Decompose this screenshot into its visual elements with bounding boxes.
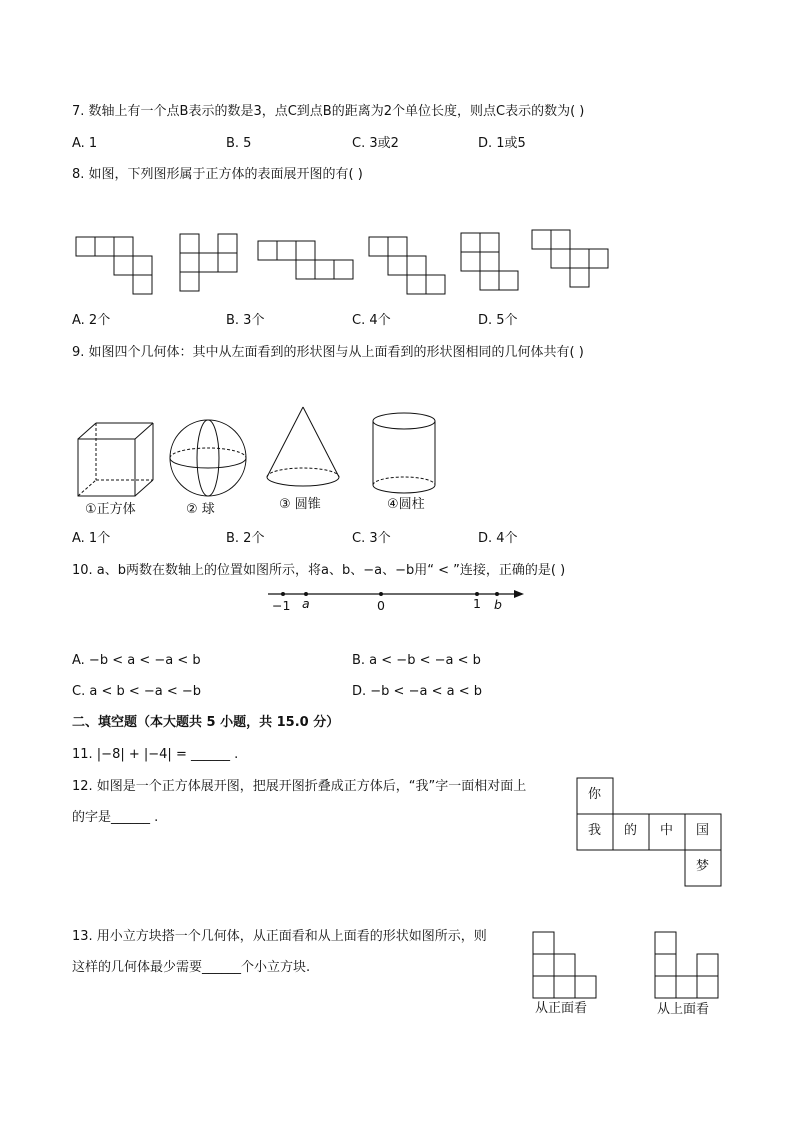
q7-option-d: D. 1或5: [478, 136, 526, 151]
axis-label-a: a: [302, 596, 310, 611]
q12-line-2: 的字是______ .: [72, 810, 159, 825]
front-view-grid: [533, 932, 596, 998]
axis-label-zero: 0: [377, 598, 385, 613]
q13-caption-front: 从正面看: [535, 1001, 588, 1016]
point-zero: [379, 592, 383, 596]
net-6: [532, 230, 608, 287]
q7-option-a: A. 1: [72, 136, 98, 151]
top-view-grid: [655, 932, 718, 998]
q11-stem: 11. |−8| + |−4| = ______ .: [72, 747, 239, 762]
net-1: [76, 237, 152, 294]
net-3: [258, 241, 353, 279]
point-minus-one: [281, 592, 285, 596]
q8-option-d: D. 5个: [478, 313, 518, 328]
net-5: [461, 233, 518, 290]
q7-option-b: B. 5: [226, 136, 252, 151]
q13-caption-top: 从上面看: [657, 1002, 710, 1017]
q8-cube-nets-figure: [0, 225, 794, 325]
q10-stem: 10. a、b两数在数轴上的位置如图所示，将a、b、−a、−b用“ < ”连接，正确的是( ): [72, 563, 566, 578]
net-face-de: 的: [624, 823, 638, 838]
q10-option-c: C. a < b < −a < −b: [72, 684, 202, 699]
q9-caption-cylinder: ④圆柱: [387, 497, 425, 512]
q10-option-b: B. a < −b < −a < b: [352, 653, 481, 668]
q9-stem: 9. 如图四个几何体：其中从左面看到的形状图与从上面看到的形状图相同的几何体共有( ): [72, 345, 584, 360]
q13-line-2: 这样的几何体最少需要______个小立方块.: [72, 960, 311, 975]
net-2: [180, 234, 237, 291]
q9-caption-sphere: ② 球: [186, 502, 215, 517]
q9-caption-cone: ③ 圆锥: [279, 497, 321, 512]
cube-drawing: [78, 423, 153, 496]
q9-caption-cube: ①正方体: [85, 502, 136, 517]
q9-option-a: A. 1个: [72, 531, 111, 546]
q8-option-a: A. 2个: [72, 313, 111, 328]
axis-label-b: b: [494, 597, 502, 612]
axis-label-minus-one: −1: [272, 598, 291, 613]
q9-option-d: D. 4个: [478, 531, 518, 546]
net-face-zhong: 中: [660, 823, 674, 838]
q13-views-figure: [0, 930, 794, 1000]
q10-option-d: D. −b < −a < a < b: [352, 684, 482, 699]
section-2-heading: 二、填空题（本大题共 5 小题，共 15.0 分）: [72, 715, 340, 730]
q13-line-1: 13. 用小立方块搭一个几何体，从正面看和从上面看的形状如图所示，则: [72, 929, 487, 944]
net-face-meng: 梦: [696, 859, 710, 874]
q8-option-b: B. 3个: [226, 313, 265, 328]
q8-option-c: C. 4个: [352, 313, 391, 328]
net-face-guo: 国: [696, 823, 710, 838]
axis-label-one: 1: [473, 596, 481, 611]
q10-option-a: A. −b < a < −a < b: [72, 653, 201, 668]
net-4: [369, 237, 445, 294]
q9-option-c: C. 3个: [352, 531, 391, 546]
point-b: [495, 592, 499, 596]
q8-stem: 8. 如图，下列图形属于正方体的表面展开图的有( ): [72, 167, 363, 182]
q7-option-c: C. 3或2: [352, 136, 399, 151]
q12-cube-net-figure: [0, 776, 794, 891]
sphere-drawing: [170, 420, 246, 496]
net-face-wo: 我: [588, 823, 602, 838]
q10-number-line: [0, 585, 794, 615]
q7-stem: 7. 数轴上有一个点B表示的数是3，点C到点B的距离为2个单位长度，则点C表示的数为( ): [72, 104, 585, 119]
cone-drawing: [267, 407, 339, 486]
cylinder-drawing: [373, 413, 435, 493]
q9-option-b: B. 2个: [226, 531, 265, 546]
q12-line-1: 12. 如图是一个正方体展开图，把展开图折叠成正方体后，“我”字一面相对面上: [72, 779, 527, 794]
net-face-ni: 你: [588, 787, 602, 802]
